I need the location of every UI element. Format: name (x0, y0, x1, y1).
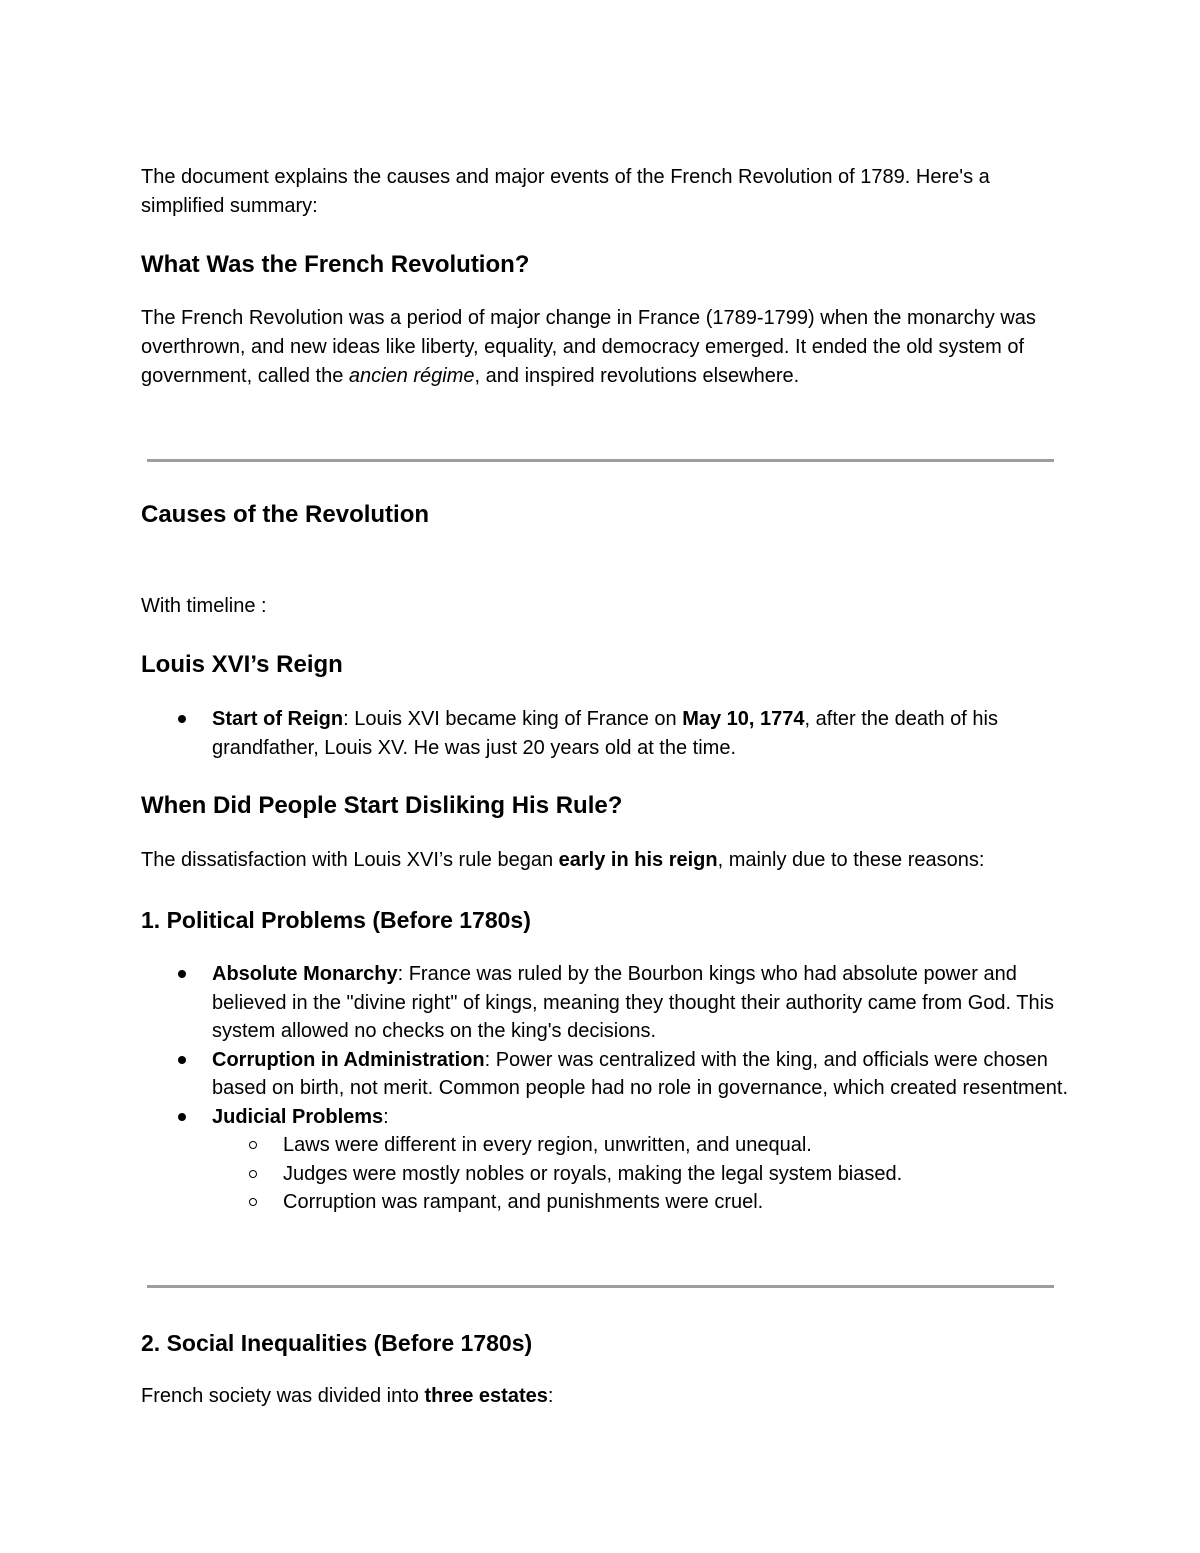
social-paragraph (141, 1382, 1066, 1411)
disliking-text-end: , mainly due to these reasons: (717, 849, 985, 871)
list-item (0, 1046, 1072, 1103)
circle-bullet-icon (249, 1198, 257, 1206)
disliking-emphasis: early in his reign (558, 849, 718, 871)
heading-political: 1. Political Problems (Before 1780s) (141, 907, 531, 933)
sub-list-item (0, 1160, 1072, 1189)
what-was-text-end: , and inspired revolutions elsewhere. (474, 365, 800, 387)
circle-bullet-icon (249, 1170, 257, 1178)
judicial-sublist (212, 1131, 1072, 1217)
reign-list (0, 705, 1072, 762)
item-label: Absolute Monarchy (212, 963, 398, 985)
bullet-icon (178, 970, 186, 978)
heading-causes: Causes of the Revolution (141, 501, 430, 528)
social-text-end: : (547, 1385, 554, 1407)
disliking-text: The dissatisfaction with Louis XVI’s rule began (141, 849, 559, 871)
reign-date: May 10, 1774 (682, 708, 805, 730)
item-text: : France was ruled by the Bourbon kings who had absolute power and believed in the "divine right" of kings, meaning they thought their authority came from God. This system allowed no checks on the king's decisions. (212, 963, 1055, 1042)
social-emphasis: three estates (424, 1385, 548, 1407)
heading-social: 2. Social Inequalities (Before 1780s) (141, 1330, 533, 1356)
bullet-icon (178, 1113, 186, 1121)
ancien-regime-term: ancien régime (348, 365, 475, 387)
social-text: French society was divided into (141, 1385, 425, 1407)
intro-paragraph (141, 163, 1066, 221)
list-item (0, 960, 1072, 1046)
item-label: Judicial Problems (212, 1105, 384, 1128)
heading-louis-reign: Louis XVI’s Reign (141, 651, 343, 678)
item-label: Start of Reign (212, 708, 344, 730)
sub-item-text: Corruption was rampant, and punishments were cruel. (283, 1191, 764, 1213)
list-item (0, 705, 1072, 762)
what-was-paragraph (141, 304, 1066, 391)
list-item (0, 1103, 1072, 1217)
sub-list-item (0, 1188, 1072, 1217)
timeline-label: With timeline : (141, 595, 267, 617)
sub-item-text: Judges were mostly nobles or royals, making the legal system biased. (283, 1162, 903, 1185)
disliking-paragraph (141, 846, 1066, 875)
item-label: Corruption in Administration (212, 1048, 485, 1071)
section-divider (147, 1285, 1054, 1288)
sub-item-text: Laws were different in every region, unwritten, and unequal. (283, 1134, 812, 1156)
item-text: : (383, 1105, 389, 1128)
heading-disliking: When Did People Start Disliking His Rule? (141, 792, 623, 819)
bullet-icon (178, 715, 186, 723)
sub-list-item (0, 1131, 1072, 1160)
circle-bullet-icon (249, 1141, 257, 1149)
what-was-text: The French Revolution was a period of major change in France (1789-1799) when the monarchy was overthrown, and new ideas like liberty, equality, and democracy emerged. It ended the old system of government, called the (141, 307, 1036, 387)
item-text: : Power was centralized with the king, and officials were chosen based on birth, not merit. Common people had no role in governance, which created resentment. (212, 1048, 1069, 1099)
heading-what-was: What Was the French Revolution? (141, 251, 530, 278)
bullet-icon (178, 1056, 186, 1064)
intro-text: The document explains the causes and major events of the French Revolution of 1789. Here's a simplified summary: (141, 166, 990, 217)
item-text-end: , after the death of his grandfather, Louis XV. He was just 20 years old at the time. (212, 708, 998, 759)
item-text: : Louis XVI became king of France on (343, 708, 683, 730)
political-list (0, 960, 1072, 1217)
section-divider (147, 459, 1054, 462)
